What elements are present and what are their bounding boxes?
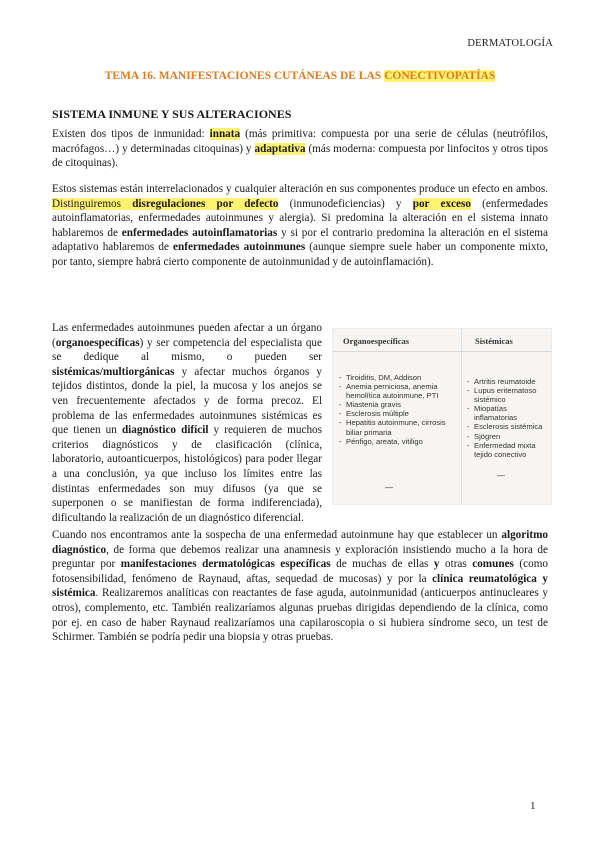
systemic-list <box>467 377 547 459</box>
table-header <box>333 329 551 352</box>
paragraph-1: Existen dos tipos de inmunidad: innata (más primitiva: compuesta por una serie de células (neutrófilos, macrófagos…) y determinadas citoquinas) y adaptativa (más moderna: compuesta por linfocitos y otros tipos de citoquinas). <box>52 128 548 170</box>
autoimmune-classification-table <box>332 328 552 505</box>
list-item: - Pénfigo, areata, vitiligo <box>339 437 457 446</box>
paragraph-4: Cuando nos encontramos ante la sospecha de una enfermedad autoinmune hay que establecer un algoritmo diagnóstico, de forma que debemos realizar una anamnesis y exploración insistiendo mucho a la hora de preguntar por manifestaciones dermatológicas específicas de muchas de ellas y otras comunes (como fotosensibilidad, fenómeno de Raynaud, aftas, sequedad de mucosas) y por la clínica reumatológica y sistémica. Realizaremos analíticas con reactantes de fase aguda, autoinmunidad (anticuerpos antinucleares y otros), complemento, etc. También realizaríamos algunas pruebas dirigidas dependiendo de la clínica, como por ej. en caso de haber Raynaud realizaríamos una capilaroscopia o si hubiera síndrome seco, un test de Schirmer. También se podría pedir una biopsia y otras pruebas. <box>52 529 549 644</box>
page-title: TEMA 16. MANIFESTACIONES CUTÁNEAS DE LAS CONECTIVOPATÍAS <box>104 70 496 82</box>
list-item: - Miopatías inflamatorias <box>467 404 547 422</box>
column-divider <box>461 329 462 504</box>
list-item: - Artritis reumatoide <box>467 377 547 386</box>
list-item: - Enfermedad mixta tejido conectivo <box>467 441 547 459</box>
col2-header: Sistémicas <box>475 336 513 346</box>
organ-specific-list <box>339 373 457 446</box>
list-item: - Lupus eritematoso sistémico <box>467 386 547 404</box>
col2-ellipsis-dash: — <box>497 471 505 480</box>
col1-ellipsis-dash: — <box>385 483 393 492</box>
list-item: - Tiroiditis, DM, Addison <box>339 373 457 382</box>
list-item: - Esclerosis múltiple <box>339 409 457 418</box>
paragraph-2: Estos sistemas están interrelacionados y cualquier alteración en sus componentes produce un efecto en ambos. Distinguiremos disregulaciones por defecto (inmunodeficiencias) y por exceso (enfermedades autoinflamatorias, enfermedades autoinmunes y alergia). Si predomina la alteración en el sistema innato hablaremos de enfermedades autoinflamatorias y si por el contrario predomina la alteración en el sistema adaptativo hablaremos de enfermedades autoinmunes (aunque siempre suele haber un componente mixto, por tanto, siempre habrá cierto componente de autoinmunidad y de autoinflamación). <box>52 183 548 268</box>
list-item: - Miastenia gravis <box>339 400 457 409</box>
page-number: 1 <box>530 800 536 812</box>
col1-header: Organoespecíficas <box>343 336 410 346</box>
title-highlight: CONECTIVOPATÍAS <box>384 70 496 82</box>
paragraph-3: Las enfermedades autoinmunes pueden afectar a un órgano (organoespecíficas) y ser competencia del especialista que se dedique al mismo, o pueden ser sistémicas/multiorgánicas y afectar muchos órganos y tejidos distintos, donde la piel, la mucosa y los anejos se ven frecuentemente afectados y de forma precoz. El problema de las enfermedades autoinmunes sistémicas es que tienen un diagnóstico difícil y requieren de muchos criterios diagnósticos y de clasificación (clínica, laboratorio, autoanticuerpos, histológicos) para poder llegar a una conclusión, ya que incluso los límites entre las distintas enfermedades son muy difusos (ya que se superponen o se manifiestan de forma indiferenciada), dificultando la realización de un diagnóstico diferencial. <box>52 322 322 524</box>
list-item: - Anemia perniciosa, anemia hemolítica autoinmune, PTI <box>339 382 457 400</box>
section-title: SISTEMA INMUNE Y SUS ALTERACIONES <box>52 107 292 121</box>
list-item: - Sjögren <box>467 432 547 441</box>
list-item: - Hepatitis autoinmune, cirrosis biliar primaria <box>339 418 457 436</box>
page-header: DERMATOLOGÍA <box>467 38 553 49</box>
list-item: - Esclerosis sistémica <box>467 422 547 431</box>
